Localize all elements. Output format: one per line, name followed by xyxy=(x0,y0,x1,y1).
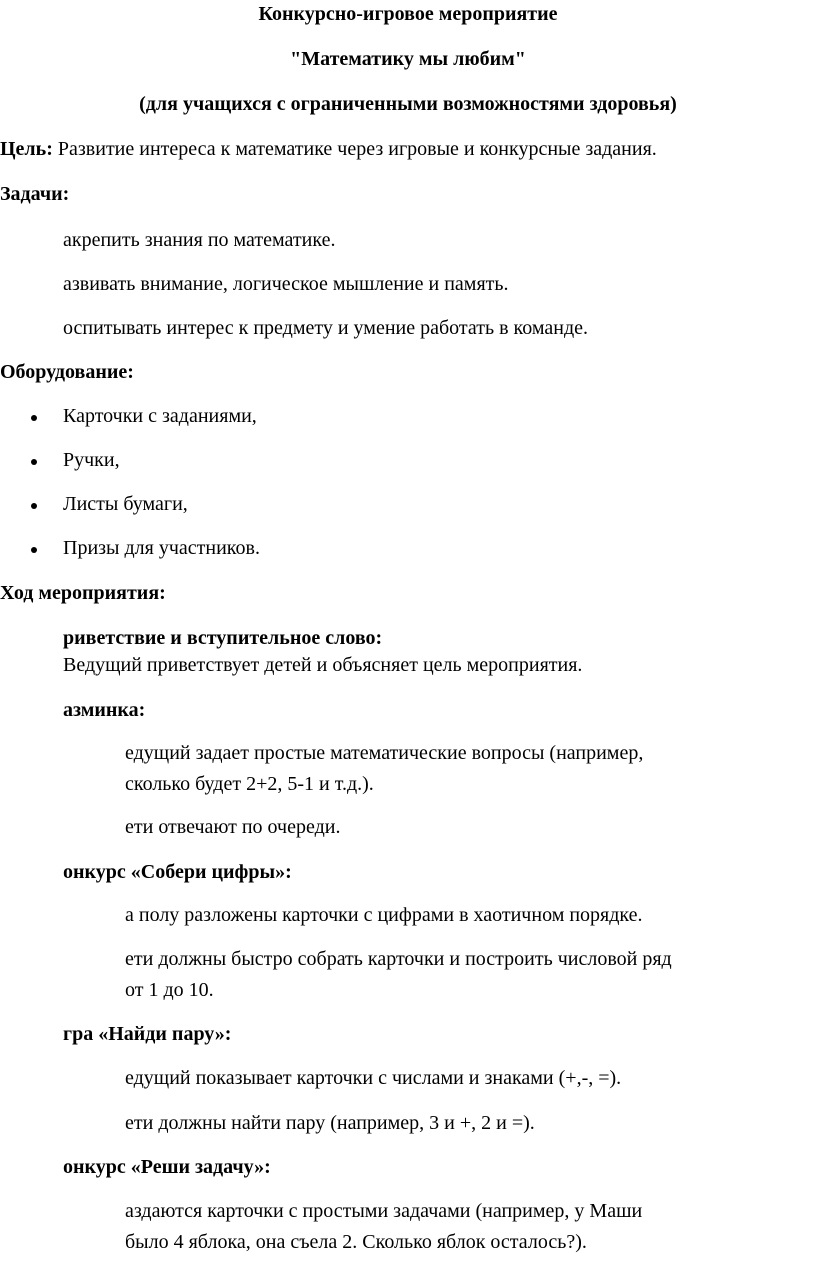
procedure-heading: Ход мероприятия: xyxy=(0,582,166,604)
section-text: ети должны быстро собрать карточки и построить числовой ряд xyxy=(125,948,672,970)
goal-paragraph xyxy=(0,138,657,161)
bullet-icon xyxy=(31,503,37,509)
goal-text: Развитие интереса к математике через игровые и конкурсные задания. xyxy=(52,138,657,160)
task-item: азвивать внимание, логическое мышление и память. xyxy=(63,273,509,295)
equipment-item: Карточки с заданиями, xyxy=(63,405,257,427)
equipment-heading: Оборудование: xyxy=(0,361,134,383)
task-item: оспитывать интерес к предмету и умение работать в команде. xyxy=(63,317,589,339)
goal-label: Цель: xyxy=(0,138,53,160)
section-text: едущий задает простые математические вопросы (например, xyxy=(125,742,644,764)
equipment-item: Ручки, xyxy=(63,449,120,471)
title-line-2: "Математику мы любим" xyxy=(290,48,526,70)
section-title-find-pair: гра «Найди пару»: xyxy=(63,1023,232,1045)
section-title-solve-task: онкурс «Реши задачу»: xyxy=(63,1156,271,1178)
bullet-icon xyxy=(31,547,37,553)
section-text: от 1 до 10. xyxy=(125,979,214,1001)
bullet-icon xyxy=(31,459,37,465)
section-text: было 4 яблока, она съела 2. Сколько яблок осталось?). xyxy=(125,1231,587,1253)
section-text: едущий показывает карточки с числами и знаками (+,-, =). xyxy=(125,1067,622,1089)
section-text: Ведущий приветствует детей и объясняет цель мероприятия. xyxy=(63,654,583,676)
tasks-heading: Задачи: xyxy=(0,183,70,205)
section-text: сколько будет 2+2, 5-1 и т.д.). xyxy=(125,773,374,795)
section-text: аздаются карточки с простыми задачами (например, у Маши xyxy=(125,1200,643,1222)
section-text: ети отвечают по очереди. xyxy=(125,816,341,838)
title-line-1: Конкурсно-игровое мероприятие xyxy=(258,3,558,25)
section-title-warmup: азминка: xyxy=(63,699,146,721)
equipment-item: Листы бумаги, xyxy=(63,493,188,515)
section-text: а полу разложены карточки с цифрами в хаотичном порядке. xyxy=(125,904,643,926)
equipment-item: Призы для участников. xyxy=(63,537,260,559)
task-item: акрепить знания по математике. xyxy=(63,229,336,251)
title-line-3: (для учащихся с ограниченными возможностями здоровья) xyxy=(139,93,677,115)
bullet-icon xyxy=(31,415,37,421)
section-text: ети должны найти пару (например, 3 и +, 2 и =). xyxy=(125,1112,535,1134)
section-title-greeting: риветствие и вступительное слово: xyxy=(63,627,383,649)
section-title-collect-digits: онкурс «Собери цифры»: xyxy=(63,861,292,883)
